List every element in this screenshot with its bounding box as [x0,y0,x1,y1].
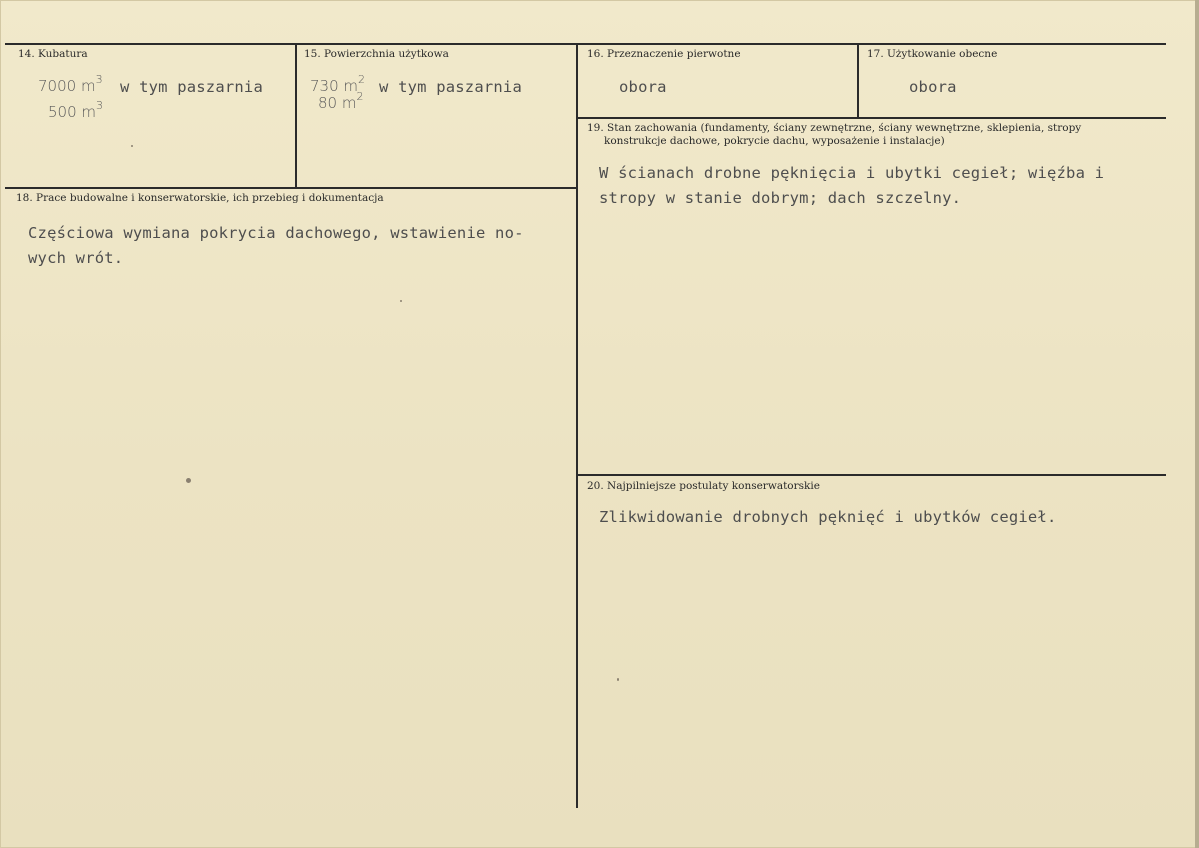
top-rule [5,43,1166,45]
divider-16-17 [857,44,859,118]
field-18-label: 18. Prace budowalne i konserwatorskie, ich przebieg i dokumentacja [16,192,384,204]
field-15-feed-unit-exp: 2 [356,90,364,103]
field-18-text-line2: wych wrót. [28,249,124,267]
field-19-text-line2: stropy w stanie dobrym; dach szczelny. [599,189,962,207]
field-15-value-line2 [318,90,364,112]
field-14-text: w tym paszarnia [120,78,263,96]
rule-above-18 [5,187,578,189]
field-14-value-line2 [48,99,104,121]
field-19-label-line1: 19. Stan zachowania (fundamenty, ściany zewnętrzne, ściany wewnętrzne, sklepienia, stropy [587,122,1082,134]
field-15-feed-area: 80 m [318,94,357,112]
field-15-text: w tym paszarnia [379,78,522,96]
card-edge-shadow [1195,0,1199,848]
field-14-volume: 7000 m [38,77,96,95]
paper-speck [400,300,402,302]
field-17-label: 17. Użytkowanie obecne [867,48,998,60]
field-14-volume-unit-exp: 3 [95,73,103,86]
field-14-label: 14. Kubatura [18,48,88,60]
field-15-label: 15. Powierzchnia użytkowa [304,48,449,60]
field-17-value: obora [909,78,957,96]
paper-speck [617,678,619,681]
center-divider [576,44,578,808]
field-14-feed-volume: 500 m [48,103,97,121]
field-16-label: 16. Przeznaczenie pierwotne [587,48,741,60]
field-18-text-line1: Częściowa wymiana pokrycia dachowego, wstawienie no- [28,224,524,242]
field-15-area-unit-exp: 2 [358,73,366,86]
field-14-value-line1 [38,73,103,95]
paper-speck [186,478,191,483]
divider-14-15 [295,44,297,188]
field-19-text-line1: W ścianach drobne pęknięcia i ubytki cegieł; więźba i [599,164,1105,182]
paper-speck [131,145,133,147]
field-15-area: 730 m [310,77,359,95]
field-20-text-line1: Zlikwidowanie drobnych pęknięć i ubytków cegieł. [599,508,1057,526]
field-14-feed-unit-exp: 3 [96,99,104,112]
field-19-label-line2: konstrukcje dachowe, pokrycie dachu, wyposażenie i instalacje) [604,135,945,147]
rule-above-20 [578,474,1166,476]
field-20-label: 20. Najpilniejsze postulaty konserwatorskie [587,480,820,492]
field-16-value: obora [619,78,667,96]
rule-below-16-17 [578,117,1166,119]
